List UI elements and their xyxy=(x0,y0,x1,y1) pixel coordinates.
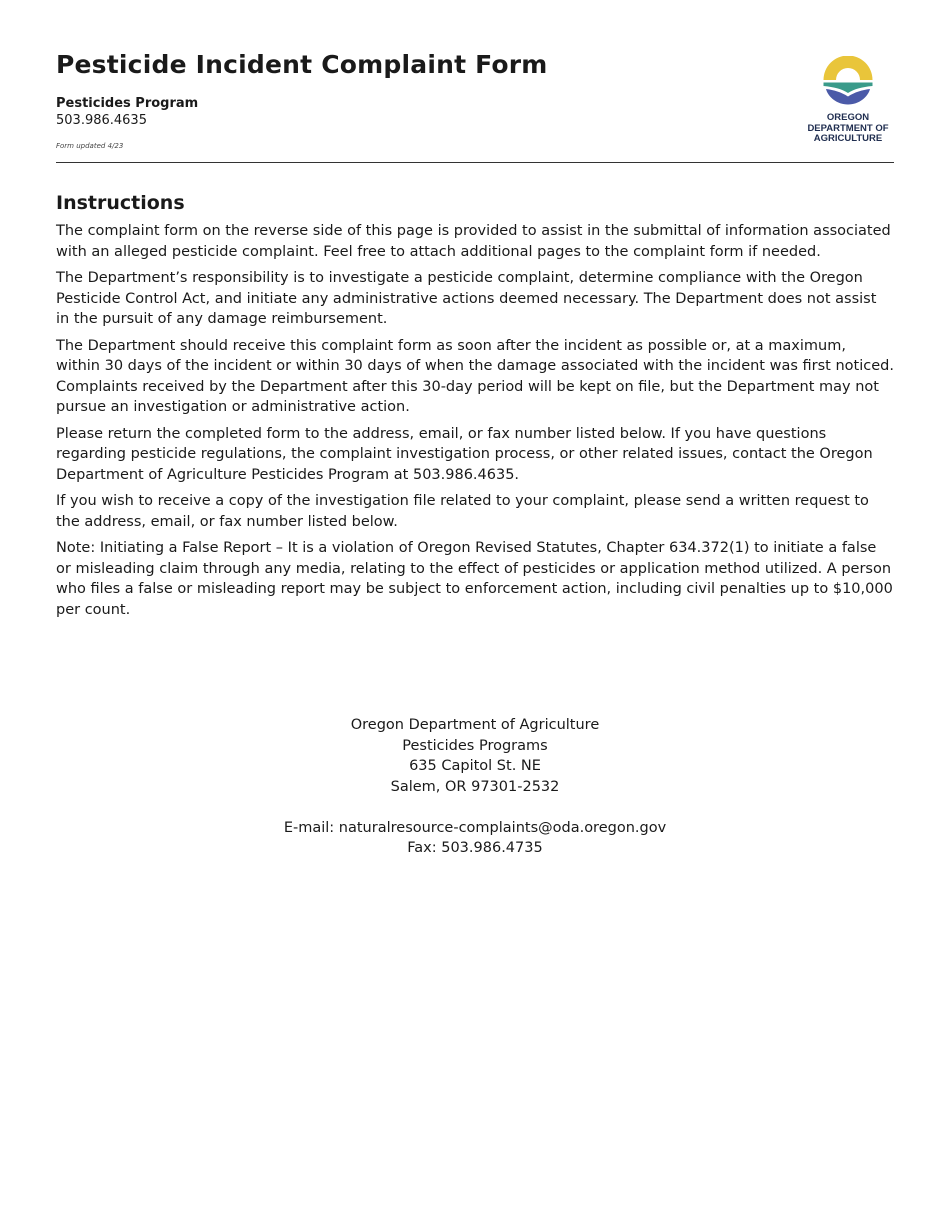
instructions-paragraph: The Department’s responsibility is to investigate a pesticide complaint, determine compliance with the Oregon Pesticide Control Act, and initiate any administrative actions deemed necessary. The Department does not assist in the pursuit of any damage reimbursement. xyxy=(56,270,877,327)
instructions-body xyxy=(56,221,894,626)
logo-sun-shape xyxy=(824,56,873,80)
instructions-heading: Instructions xyxy=(56,192,185,214)
logo-line: OREGON xyxy=(826,112,870,123)
form-header xyxy=(56,0,894,163)
program-name: Pesticides Program xyxy=(56,96,199,111)
logo-line: DEPARTMENT OF xyxy=(807,122,889,134)
mailing-address xyxy=(56,715,894,859)
logo-wordmark xyxy=(802,113,894,145)
instructions-paragraph: If you wish to receive a copy of the investigation file related to your complaint, please send a written request to the address, email, or fax number listed below. xyxy=(56,493,869,530)
instructions-paragraph: Please return the completed form to the address, email, or fax number listed below. If you have questions regarding pesticide regulations, the complaint investigation process, or other related issues, contact the Oregon Department of Agriculture Pesticides Program at 503.986.4635. xyxy=(56,425,873,483)
address-city: Salem, OR 97301-2532 xyxy=(390,778,560,795)
form-updated-date: Form updated 4/23 xyxy=(56,142,124,150)
logo-line: AGRICULTURE xyxy=(813,133,883,144)
instructions-paragraph: The complaint form on the reverse side of this page is provided to assist in the submittal of information associated with an alleged pesticide complaint. Feel free to attach additional pages to the complaint form if needed. xyxy=(56,223,891,260)
instructions-paragraph: Note: Initiating a False Report – It is a violation of Oregon Revised Statutes, Chapter 634.372(1) to initiate a false or misleading claim through any media, relating to the effect of pesticides or application method utilized. A person who files a false or misleading report may be subject to enforcement action, including civil penalties up to $10,000 per count. xyxy=(56,540,893,618)
form-page xyxy=(56,0,894,856)
page-title: Pesticide Incident Complaint Form xyxy=(56,50,548,79)
oda-logo-icon xyxy=(822,56,874,106)
contact-email: E-mail: naturalresource-complaints@oda.oregon.gov xyxy=(283,819,667,836)
address-spacer xyxy=(56,797,894,818)
instructions-paragraph: The Department should receive this complaint form as soon after the incident as possible or, at a maximum, within 30 days of the incident or within 30 days of when the damage associated with the incident was first noticed. Complaints received by the Department after this 30-day period will be kept on file, but the Department may not pursue an investigation or administrative action. xyxy=(56,337,894,415)
address-org: Oregon Department of Agriculture xyxy=(350,717,600,733)
contact-fax: Fax: 503.986.4735 xyxy=(407,840,543,856)
oda-logo xyxy=(802,56,894,145)
program-phone: 503.986.4635 xyxy=(56,113,147,128)
address-program: Pesticides Programs xyxy=(402,737,548,754)
address-street: 635 Capitol St. NE xyxy=(409,758,541,774)
